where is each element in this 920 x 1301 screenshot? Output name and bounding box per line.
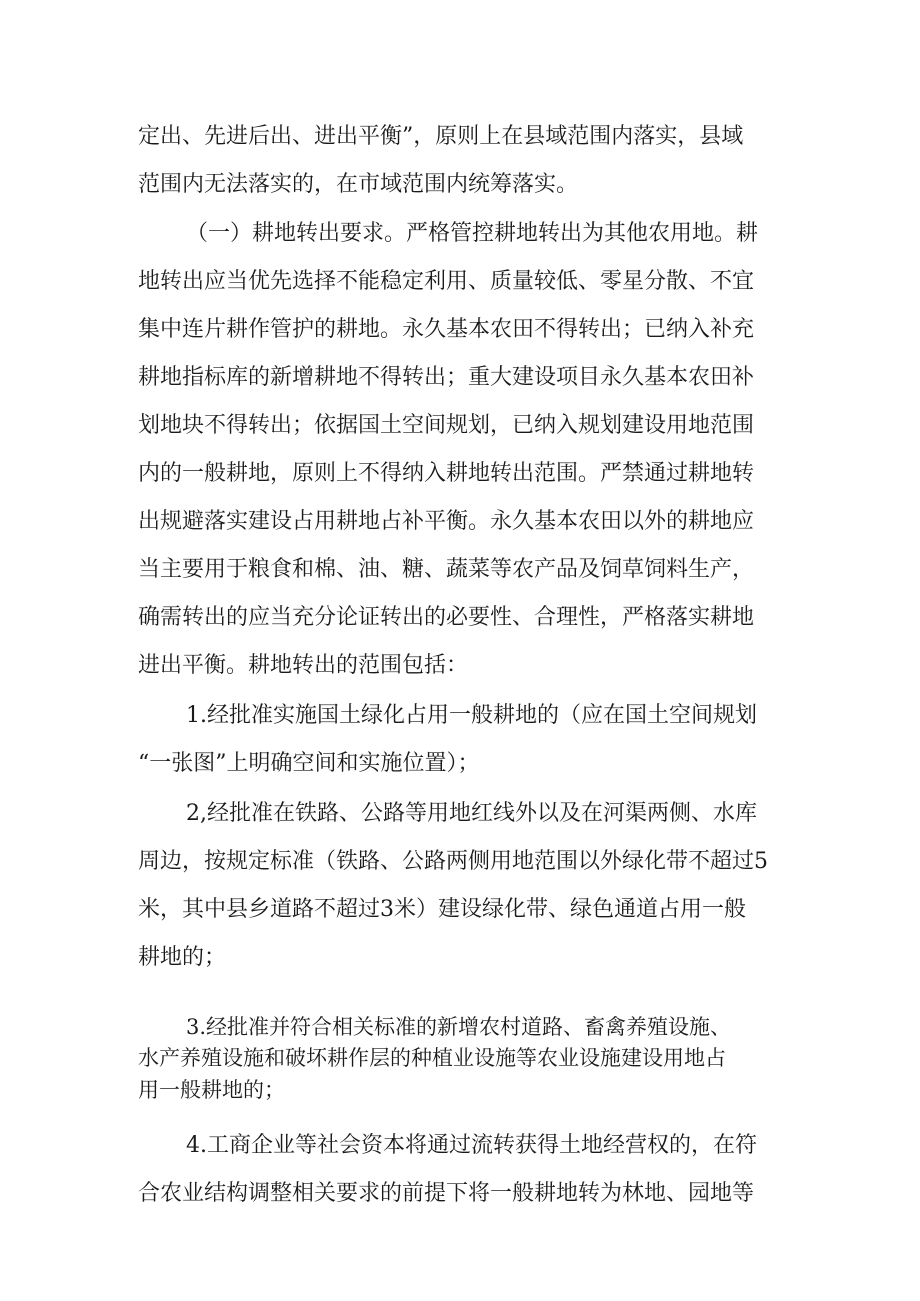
list-item-1-line: “一张图”上明确空间和实施位置）； [138, 751, 480, 776]
list-item-3-line: 3.经批准并符合相关标准的新增农村道路、畜禽养殖设施、 [186, 1015, 732, 1039]
paragraph-line: 内的一般耕地，原则上不得纳入耕地转出范围。严禁通过耕地转 [138, 461, 755, 486]
paragraph-line: 确需转出的应当充分论证转出的必要性、合理性，严格落实耕地 [138, 605, 755, 630]
list-item-2-line: 周边，按规定标准（铁路、公路两侧用地范围以外绿化带不超过5 [138, 849, 768, 874]
paragraph-line: 出规避落实建设占用耕地占补平衡。永久基本农田以外的耕地应 [138, 509, 755, 534]
list-item-4-line: 合农业结构调整相关要求的前提下将一般耕地转为林地、园地等 [138, 1181, 755, 1206]
list-item-1-line: 1.经批准实施国土绿化占用一般耕地的（应在国土空间规划 [186, 703, 757, 728]
list-item-3-line: 水产养殖设施和破坏耕作层的种植业设施等农业设施建设用地占 [138, 1046, 726, 1070]
paragraph-line: 进出平衡。耕地转出的范围包括： [138, 653, 469, 678]
paragraph-line: 集中连片耕作管护的耕地。永久基本农田不得转出；已纳入补充 [138, 317, 755, 342]
paragraph-line: 耕地指标库的新增耕地不得转出；重大建设项目永久基本农田补 [138, 365, 755, 390]
list-item-3-line: 用一般耕地的； [138, 1078, 285, 1102]
paragraph-line: 范围内无法落实的，在市域范围内统筹落实。 [138, 172, 579, 197]
paragraph-line: 地转出应当优先选择不能稳定利用、质量较低、零星分散、不宜 [138, 269, 755, 294]
paragraph-line: 定出、先进后出、进出平衡”，原则上在县域范围内落实，县域 [138, 124, 744, 149]
list-item-2-line: 米，其中县乡道路不超过3米）建设绿化带、绿色通道占用一般 [138, 897, 746, 922]
paragraph-line: 当主要用于粮食和棉、油、糖、蔬菜等农产品及饲草饲料生产， [138, 557, 755, 582]
list-item-2-line: 耕地的； [138, 945, 227, 970]
section-heading-line: （一）耕地转出要求。严格管控耕地转出为其他农用地。耕 [186, 221, 759, 246]
list-item-2-line: 2,经批准在铁路、公路等用地红线外以及在河渠两侧、水库 [186, 801, 757, 826]
paragraph-line: 划地块不得转出；依据国土空间规划，已纳入规划建设用地范围 [138, 413, 755, 438]
list-item-4-line: 4.工商企业等社会资本将通过流转获得土地经营权的，在符 [186, 1133, 757, 1158]
